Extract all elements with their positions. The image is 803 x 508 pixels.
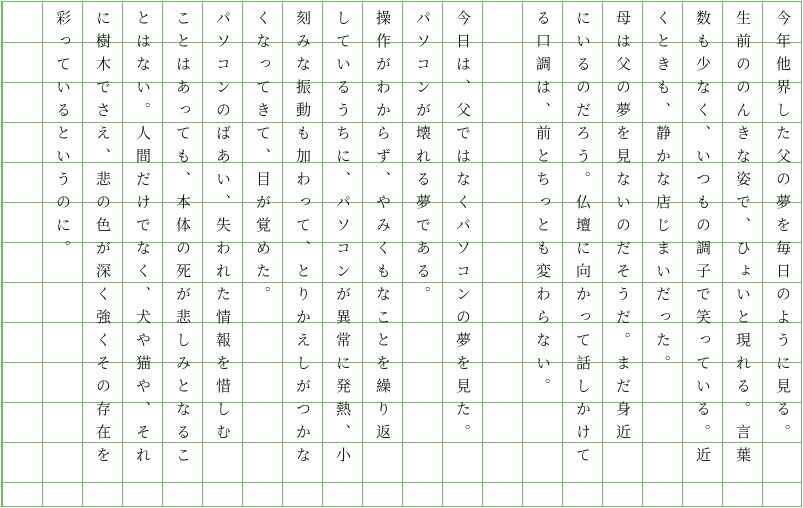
column-text: とはない。人間だけでなく、犬や猫や、それ (134, 10, 152, 470)
column-text: に樹木でさえ、悲の色が深く強くその存在を (94, 10, 112, 470)
manuscript-column (522, 2, 562, 506)
column-text: ことはあっても、本体の死が悲しみとなるこ (174, 10, 192, 470)
manuscript-column (722, 2, 762, 506)
column-text (3, 2, 43, 506)
manuscript-column (482, 2, 522, 506)
column-text: 今年他界した父の夢を毎日のように見る。 (774, 10, 792, 447)
manuscript-column (122, 2, 162, 506)
manuscript-column (442, 2, 482, 506)
column-text: しているうちに、パソコンが異常に発熱、小 (334, 10, 352, 470)
manuscript-column (202, 2, 242, 506)
manuscript-column (322, 2, 362, 506)
manuscript-sheet (1, 1, 802, 507)
manuscript-column (282, 2, 322, 506)
column-text: る口調は、前とちっとも変わらない。 (534, 10, 552, 401)
manuscript-column (362, 2, 402, 506)
column-text: 今日は、父ではなくパソコンの夢を見た。 (454, 10, 472, 447)
column-text: 刻みな振動も加わって、とりかえしがつかな (294, 10, 312, 470)
column-text: くなってきて、目が覚めた。 (254, 10, 272, 309)
manuscript-column (762, 2, 802, 506)
manuscript-column (162, 2, 202, 506)
column-text: パソコンが壊れる夢である。 (414, 10, 432, 309)
manuscript-column (562, 2, 602, 506)
column-text: 生前ののんきな姿で、ひょいと現れる。言葉 (734, 10, 752, 470)
column-text: にいるのだろう。仏壇に向かって話しかけて (574, 10, 592, 470)
column-text (483, 2, 523, 506)
manuscript-column (2, 2, 42, 506)
column-text: 数も少なく、いつもの調子で笑っている。近 (694, 10, 712, 470)
column-text: くときも、静かな店じまいだった。 (654, 10, 672, 378)
column-text: パソコンのばあい、失われた情報を惜しむ (214, 10, 232, 447)
manuscript-column (242, 2, 282, 506)
manuscript-column (642, 2, 682, 506)
column-text (0, 2, 3, 506)
manuscript-column (0, 2, 2, 506)
column-text: 彩っているというのに。 (54, 10, 72, 263)
manuscript-column (682, 2, 722, 506)
column-text: 母は父の夢を見ないのだそうだ。まだ身近 (614, 10, 632, 447)
manuscript-column (82, 2, 122, 506)
manuscript-column (42, 2, 82, 506)
column-text: 操作がわからず、やみくもなことを繰り返 (374, 10, 392, 447)
manuscript-column (602, 2, 642, 506)
manuscript-column (402, 2, 442, 506)
